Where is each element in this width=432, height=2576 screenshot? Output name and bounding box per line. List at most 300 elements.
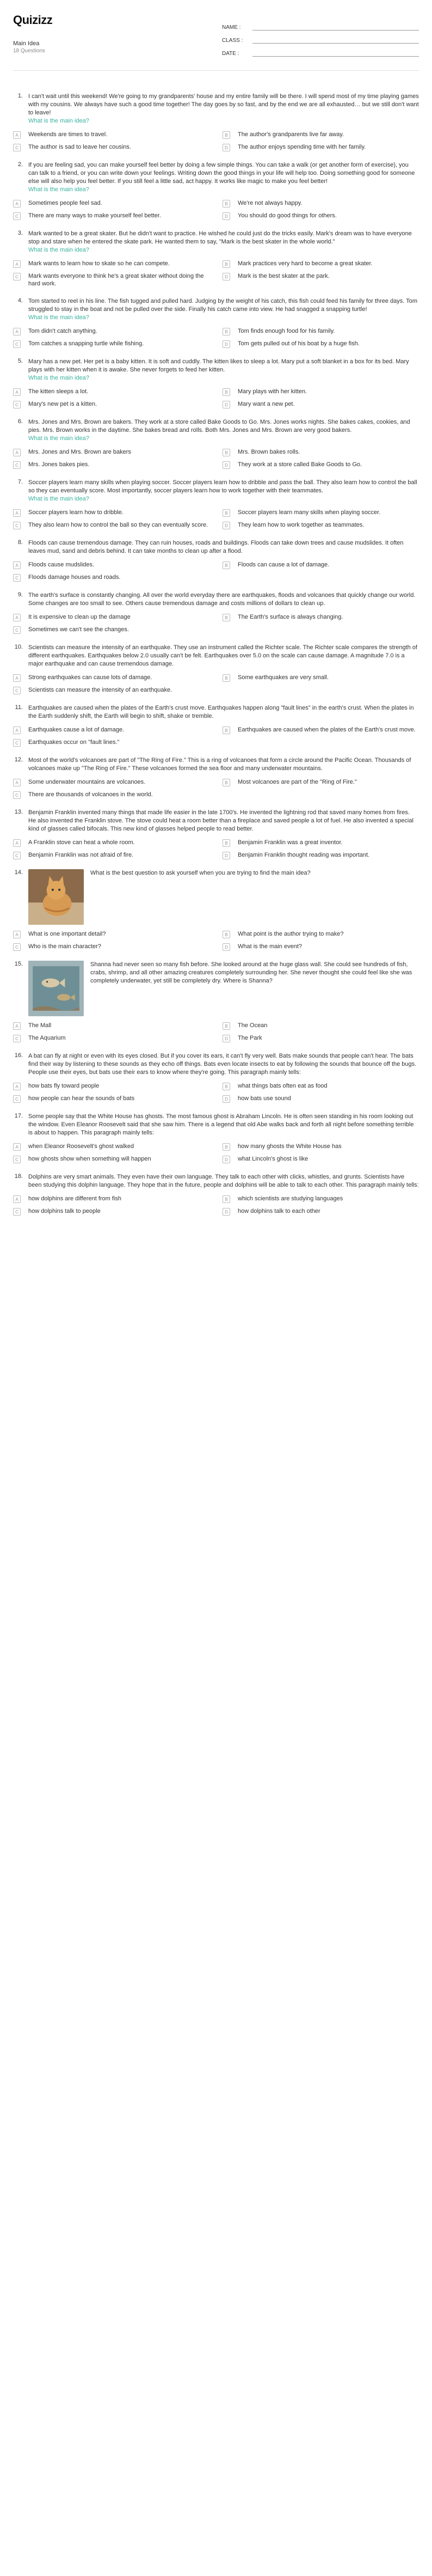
option-text: The kitten sleeps a lot. [28,388,89,395]
option-letter-badge: B [223,727,230,734]
option-text: Most volcanoes are part of the "Ring of Fire." [238,779,357,785]
question-number: 6. [17,418,23,425]
question-text: Scientists can measure the intensity of an earthquake. They use an instrument called the Richter scale. The Richter scale compares the strength of different earthquakes. Earthquakes below 2.0 usually can't be felt. Earthquakes over 5.0 on the scale can cause damage. A magnitude 7.0 is a major earthquake and can cause tremendous damage. [28,644,417,667]
answer-option-c[interactable] [13,626,209,634]
question-body [28,1173,419,1189]
answer-option-b[interactable] [223,131,419,139]
option-text: Mark wants everyone to think he's a great skater without doing the hard work. [28,273,204,287]
option-letter-badge: D [223,943,230,951]
option-text: Tom gets pulled out of his boat by a huge fish. [238,340,360,347]
question-number: 2. [17,161,23,168]
question-number: 10. [14,644,23,650]
option-text: Scientists can measure the intensity of an earthquake. [28,687,172,693]
answer-option-a[interactable] [13,839,209,847]
question-text: Tom started to reel in his line. The fish tugged and pulled hard. Judging by the weight of his catch, this fish could feed his family for three days. Tom struggled to stay in the boat and not be pulled over the side. Finally his catch came into view. He had snagged a snapping turtle! [28,298,417,313]
option-letter-badge: D [223,144,230,151]
option-text: Soccer players learn many skills when playing soccer. [238,509,381,516]
option-text: The author enjoys spending time with her family. [238,144,366,150]
option-text: Tom didn't catch anything. [28,328,97,334]
answer-option-a[interactable] [13,199,209,207]
option-text: how dolphins are different from fish [28,1195,121,1202]
answer-options [13,930,419,951]
answer-option-b[interactable] [223,778,419,786]
answer-option-c[interactable] [13,738,209,747]
answer-option-a[interactable] [13,1143,209,1151]
answer-option-c[interactable] [13,686,209,694]
question-body [28,961,419,1016]
option-text: The Aquarium [28,1035,66,1041]
answer-option-d[interactable] [223,143,419,151]
option-text: It is expensive to clean up the damage [28,614,131,620]
answer-option-a[interactable] [13,613,209,621]
option-text: Mark wants to learn how to skate so he can compete. [28,260,170,267]
answer-option-d[interactable] [223,1155,419,1163]
question-number: 3. [17,230,23,236]
answer-option-a[interactable] [13,131,209,139]
option-text: how bats fly toward people [28,1083,100,1089]
answer-option-b[interactable] [223,726,419,734]
question-text: Some people say that the White House has ghosts. The most famous ghost is Abraham Lincoln. He is often seen standing in his room looking out the window. Even Eleanor Roosevelt said that she saw him. There is a legend that old Abe walks back and forth all night before something terrible is about to happen. This paragraph mainly tells: [28,1113,414,1136]
answer-option-d[interactable] [223,851,419,859]
answer-option-c[interactable] [13,851,209,859]
question-number: 1. [17,93,23,99]
answer-option-c[interactable] [13,143,209,151]
answer-option-a[interactable] [13,509,209,517]
option-text: Mark is the best skater at the park. [238,273,330,279]
answer-option-d[interactable] [223,212,419,220]
option-letter-badge: A [13,1022,21,1030]
question-body [28,1113,419,1137]
option-text: Floods cause mudslides. [28,561,95,568]
answer-option-b[interactable] [223,388,419,396]
option-letter-badge: B [223,931,230,938]
option-letter-badge: B [223,509,230,517]
answer-option-a[interactable] [13,674,209,682]
option-letter-badge: A [13,260,21,268]
question-prompt: What is the main idea? [28,118,89,124]
option-text: Floods can cause a lot of damage. [238,561,330,568]
answer-option-a[interactable] [13,561,209,569]
worksheet-page [0,0,432,1236]
question-prompt: What is the main idea? [28,375,89,381]
option-text: Benjamin Franklin was not afraid of fire. [28,852,134,858]
question-body [28,479,419,503]
option-text: Earthquakes occur on "fault lines." [28,739,120,746]
answer-options [13,327,419,348]
option-text: what Lincoln's ghost is like [238,1156,308,1162]
answer-options [13,1082,419,1103]
question-item [13,93,419,151]
question-body [28,704,419,721]
question-number: 12. [14,756,23,763]
option-text: The author's grandparents live far away. [238,131,344,138]
question-prompt: What is the main idea? [28,247,89,253]
question-number: 7. [17,479,23,485]
name-field[interactable] [222,21,419,30]
answer-option-b[interactable] [223,674,419,682]
option-letter-badge: B [223,1083,230,1090]
class-label: CLASS : [222,38,243,44]
question-item [13,230,419,288]
question-list [13,71,419,1216]
option-text: Some earthquakes are very small. [238,674,329,681]
question-text: Floods can cause tremendous damage. They can ruin houses, roads and buildings. Floods can take down trees and cause mudslides. It often leaves mud, sand and debris behind. It can take months to clean up after a flood. [28,540,404,554]
question-item [13,1173,419,1216]
question-prompt: What is the main idea? [28,186,89,193]
answer-option-a[interactable] [13,388,209,396]
option-text: Sometimes we can't see the changes. [28,626,129,633]
option-text: There are thousands of volcanoes in the world. [28,791,153,798]
option-letter-badge: C [13,791,21,799]
question-text: Most of the world's volcanoes are part of "The Ring of Fire." This is a ring of volcanoes that form a circle around the Pacific Ocean. Thousands of volcanoes make up "The Ring of Fire." These volcanoes formed the sea floor and many underwater mountains. [28,757,411,772]
question-prompt: What is the main idea? [28,314,89,321]
option-letter-badge: C [13,1208,21,1216]
option-text: Strong earthquakes can cause lots of damage. [28,674,152,681]
option-text: What is the main event? [238,943,303,950]
answer-option-c[interactable] [13,573,209,582]
option-text: The Park [238,1035,262,1041]
option-letter-badge: B [223,1022,230,1030]
answer-option-d[interactable] [223,1095,419,1103]
answer-option-a[interactable] [13,726,209,734]
answer-option-c[interactable] [13,1155,209,1163]
answer-option-a[interactable] [13,930,209,938]
option-letter-badge: C [13,144,21,151]
option-letter-badge: B [223,839,230,847]
option-text: A Franklin stove can heat a whole room. [28,839,135,846]
answer-option-c[interactable] [13,340,209,348]
answer-option-b[interactable] [223,1195,419,1203]
answer-option-a[interactable] [13,260,209,268]
cat-photo-icon [28,869,84,925]
question-row [13,644,419,668]
answer-options [13,839,419,859]
option-text: Tom catches a snapping turtle while fishing. [28,340,144,347]
question-number: 4. [17,297,23,304]
answer-option-d[interactable] [223,521,419,529]
question-item [13,704,419,747]
question-item [13,297,419,348]
option-text: Weekends are times to travel. [28,131,108,138]
option-letter-badge: D [223,461,230,469]
question-text: What is the best question to ask yourself when you are trying to find the main idea? [90,870,311,876]
question-text: A bat can fly at night or even with its eyes closed. But if you cover its ears, it can't fly very well. Bats make sounds that people can't hear. The bats find their way by listening to these sounds as they echo off things. Bats even locate insects to eat by following the sounds that bounce off the bugs. People use their eyes, but bats use their ears to know where they're going. This paragraph mainly tells: [28,1053,417,1076]
answer-option-b[interactable] [223,930,419,938]
answer-options [13,509,419,529]
option-text: Mary plays with her kitten. [238,388,307,395]
question-text: Shanna had never seen so many fish before. She looked around at the huge glass wall. She could see hundreds of fish, crabs, shrimp, and all other amazing creatures completely surrounding her. She never thought she could feel like she was completely underwater, yet still be completely dry. Where is Shanna? [90,961,412,984]
aquarium-photo-icon [28,961,84,1016]
option-text: Floods damage houses and roads. [28,574,121,581]
option-letter-badge: A [13,727,21,734]
class-field[interactable] [222,34,419,44]
name-label: NAME : [222,25,241,30]
option-text: The author is sad to leave her cousins. [28,144,131,150]
option-text: The Ocean [238,1022,268,1029]
option-text: We're not always happy. [238,200,303,206]
question-row [13,479,419,503]
option-letter-badge: D [223,340,230,348]
question-item [13,591,419,634]
question-row [13,756,419,773]
answer-options [13,388,419,408]
option-text: Tom finds enough food for his family. [238,328,335,334]
option-text: The Mall [28,1022,52,1029]
answer-options [13,726,419,747]
answer-option-a[interactable] [13,1022,209,1030]
option-letter-badge: C [13,461,21,469]
answer-option-d[interactable] [223,943,419,951]
option-text: when Eleanor Roosevelt's ghost walked [28,1143,134,1150]
brand-block [13,13,52,70]
answer-option-b[interactable] [223,1143,419,1151]
question-text: Mark wanted to be a great skater. But he didn't want to practice. He wished he could just do the tricks easily. Mark's dream was to have everyone stop and stare when he entered the skate park. He wanted them to say, "Mark is the best skater in the whole world." [28,230,412,245]
option-letter-badge: D [223,1095,230,1103]
question-body [28,869,419,925]
option-letter-badge: C [13,273,21,280]
question-text: Dolphins are very smart animals. They even have their own language. They talk to each other with clicks, whistles, and grunts. Scientists have been studying this dolphin language. They hope that in the future, people and dolphins will be able to talk to each other. This paragraph mainly tells: [28,1174,419,1188]
answer-options [13,561,419,582]
answer-option-b[interactable] [223,260,419,268]
answer-option-d[interactable] [223,1207,419,1216]
answer-option-c[interactable] [13,400,209,408]
option-letter-badge: B [223,328,230,335]
option-text: how bats use sound [238,1095,291,1102]
answer-option-a[interactable] [13,778,209,786]
answer-option-a[interactable] [13,1082,209,1090]
option-letter-badge: C [13,626,21,634]
answer-option-d[interactable] [223,400,419,408]
option-text: What point is the author trying to make? [238,931,344,937]
option-text: Mark practices very hard to become a great skater. [238,260,373,267]
answer-option-a[interactable] [13,327,209,335]
worksheet-header [13,13,419,71]
answer-option-b[interactable] [223,448,419,456]
question-media [28,961,419,1016]
answer-option-a[interactable] [13,448,209,456]
answer-option-b[interactable] [223,509,419,517]
class-line[interactable] [252,37,419,44]
question-number: 16. [14,1052,23,1059]
question-item [13,756,419,799]
option-letter-badge: C [13,852,21,859]
option-letter-badge: B [223,674,230,682]
answer-option-c[interactable] [13,1034,209,1042]
option-letter-badge: A [13,328,21,335]
question-number: 17. [14,1113,23,1119]
question-row [13,93,419,125]
answer-option-c[interactable] [13,272,209,288]
date-line[interactable] [252,50,419,57]
option-letter-badge: A [13,388,21,396]
answer-options [13,613,419,634]
question-body [28,644,419,668]
option-letter-badge: C [13,401,21,408]
question-text: Soccer players learn many skills when playing soccer. Soccer players learn how to dribble and pass the ball. They also learn how to control the ball so they can eventually score. Most importantly, soccer players learn how to work together with their teammates. [28,479,417,494]
question-body [28,161,419,194]
answer-option-c[interactable] [13,212,209,220]
option-letter-badge: B [223,779,230,786]
answer-option-a[interactable] [13,1195,209,1203]
option-text: They work at a store called Bake Goods to Go. [238,461,362,468]
answer-options [13,1195,419,1216]
option-letter-badge: A [13,449,21,456]
option-text: Mrs. Brown bakes rolls. [238,449,300,455]
option-letter-badge: D [223,212,230,220]
option-letter-badge: A [13,779,21,786]
answer-option-c[interactable] [13,791,209,799]
option-letter-badge: A [13,561,21,569]
option-letter-badge: B [223,260,230,268]
question-row [13,704,419,721]
question-body [28,93,419,125]
question-row [13,418,419,443]
question-prompt: What is the main idea? [28,435,89,442]
answer-option-d[interactable] [223,461,419,469]
option-letter-badge: C [13,943,21,951]
answer-option-b[interactable] [223,613,419,621]
question-item [13,358,419,408]
question-item [13,539,419,582]
answer-option-d[interactable] [223,340,419,348]
question-item [13,1052,419,1103]
question-row [13,961,419,1016]
option-letter-badge: C [13,340,21,348]
answer-options [13,674,419,694]
question-row [13,358,419,382]
answer-options [13,260,419,288]
option-letter-badge: B [223,561,230,569]
answer-option-b[interactable] [223,1082,419,1090]
question-number: 9. [17,591,23,598]
option-text: what things bats often eat as food [238,1083,328,1089]
answer-option-d[interactable] [223,1034,419,1042]
answer-option-d[interactable] [223,272,419,288]
answer-options [13,448,419,469]
option-letter-badge: D [223,273,230,280]
answer-option-c[interactable] [13,1207,209,1216]
option-text: Earthquakes are caused when the plates of the Earth's crust move. [238,727,416,733]
answer-option-c[interactable] [13,521,209,529]
option-letter-badge: C [13,1156,21,1163]
option-letter-badge: A [13,131,21,139]
answer-option-b[interactable] [223,839,419,847]
question-number: 8. [17,539,23,546]
answer-option-c[interactable] [13,943,209,951]
option-letter-badge: A [13,200,21,207]
option-letter-badge: C [13,1035,21,1042]
answer-options [13,131,419,151]
option-letter-badge: B [223,200,230,207]
option-text: how dolphins talk to each other [238,1208,320,1214]
answer-option-c[interactable] [13,461,209,469]
option-letter-badge: A [13,839,21,847]
option-letter-badge: B [223,1143,230,1151]
answer-option-b[interactable] [223,561,419,569]
question-number: 11. [15,704,23,711]
question-body [28,591,419,608]
question-text: Earthquakes are caused when the plates of the Earth's crust move. Earthquakes happen along "fault lines" in the earth's crust. When the plates in the Earth suddenly shift, the Earth will begin to shift, shake or tremble. [28,705,414,719]
option-text: Sometimes people feel sad. [28,200,102,206]
question-row [13,1052,419,1077]
quizizz-logo: Quizizz [13,13,53,27]
option-letter-badge: D [223,1035,230,1042]
option-letter-badge: B [223,449,230,456]
option-text: Some underwater mountains are volcanoes. [28,779,146,785]
option-text: Mary's new pet is a kitten. [28,401,97,407]
option-letter-badge: A [13,1083,21,1090]
question-row [13,161,419,194]
option-letter-badge: A [13,931,21,938]
question-number: 13. [14,809,23,815]
option-text: how ghosts show when something will happen [28,1156,151,1162]
question-row [13,1113,419,1137]
question-body [28,1052,419,1077]
question-text: I can't wait until this weekend! We're going to my grandparents' house and my entire family will be there. I will spend most of my time playing games with my cousins. We always have such a good time together! The day goes by so fast, and by the end we are all exhausted… but we still don't want to leave! [28,93,419,116]
option-letter-badge: D [223,401,230,408]
student-fields [222,13,419,70]
question-body [28,809,419,833]
answer-option-b[interactable] [223,1022,419,1030]
question-body [28,297,419,322]
question-number: 18. [14,1173,23,1180]
option-letter-badge: A [13,509,21,517]
option-text: Mary want a new pet. [238,401,295,407]
answer-options [13,1143,419,1163]
option-text: Benjamin Franklin was a great inventor. [238,839,343,846]
option-text: What is one important detail? [28,931,106,937]
option-letter-badge: C [13,522,21,529]
question-item [13,418,419,469]
answer-options [13,1022,419,1042]
answer-option-b[interactable] [223,199,419,207]
question-row [13,591,419,608]
question-item [13,1113,419,1163]
question-row [13,297,419,322]
question-item [13,869,419,951]
answer-options [13,778,419,799]
option-letter-badge: D [223,522,230,529]
question-body [28,756,419,773]
option-text: The Earth's surface is always changing. [238,614,343,620]
answer-option-c[interactable] [13,1095,209,1103]
question-row [13,1173,419,1189]
option-letter-badge: D [223,1208,230,1216]
option-text: how dolphins talk to people [28,1208,101,1214]
option-text: how many ghosts the White House has [238,1143,342,1150]
option-letter-badge: A [13,674,21,682]
answer-option-b[interactable] [223,327,419,335]
question-item [13,809,419,859]
name-line[interactable] [252,24,419,30]
question-text: Mrs. Jones and Mrs. Brown are bakers. They work at a store called Bake Goods to Go. Mrs. Jones works nights. She bakes cakes, cookies, and pies. Mrs. Brown works in the daytime. She bakes bread and rolls. Both Mrs. Jones and Mrs. Brown are very good bakers. [28,419,410,434]
question-count: 18 Questions [13,48,45,54]
option-text: They learn how to work together as teammates. [238,522,365,528]
question-text: The earth's surface is constantly changing. All over the world everyday there are earthquakes, floods and volcanoes that quickly change our world. Some changes are too small to see. Others cause tremendous damage and costs millions of dollars to clean up. [28,592,416,607]
option-text: Soccer players learn how to dribble. [28,509,124,516]
option-letter-badge: C [13,1095,21,1103]
option-text: You should do good things for others. [238,212,337,219]
option-text: which scientists are studying languages [238,1195,343,1202]
option-text: They also learn how to control the ball so they can eventually score. [28,522,208,528]
question-number: 15. [14,961,23,967]
date-field[interactable] [222,47,419,57]
question-text: If you are feeling sad, you can make yourself feel better by doing a few simple things. You can take a walk (or get another form of exercise), you can talk to a friend, or you can write down your feelings. Writing down the good things in your life will help too. Doing something good for someone else will also help you feel better. If you still feel a little sad, act happy. It works like magic to make you feel better! [28,162,415,185]
question-number: 14. [14,869,23,876]
question-row [13,869,419,925]
option-letter-badge: B [223,1195,230,1203]
question-body [28,418,419,443]
